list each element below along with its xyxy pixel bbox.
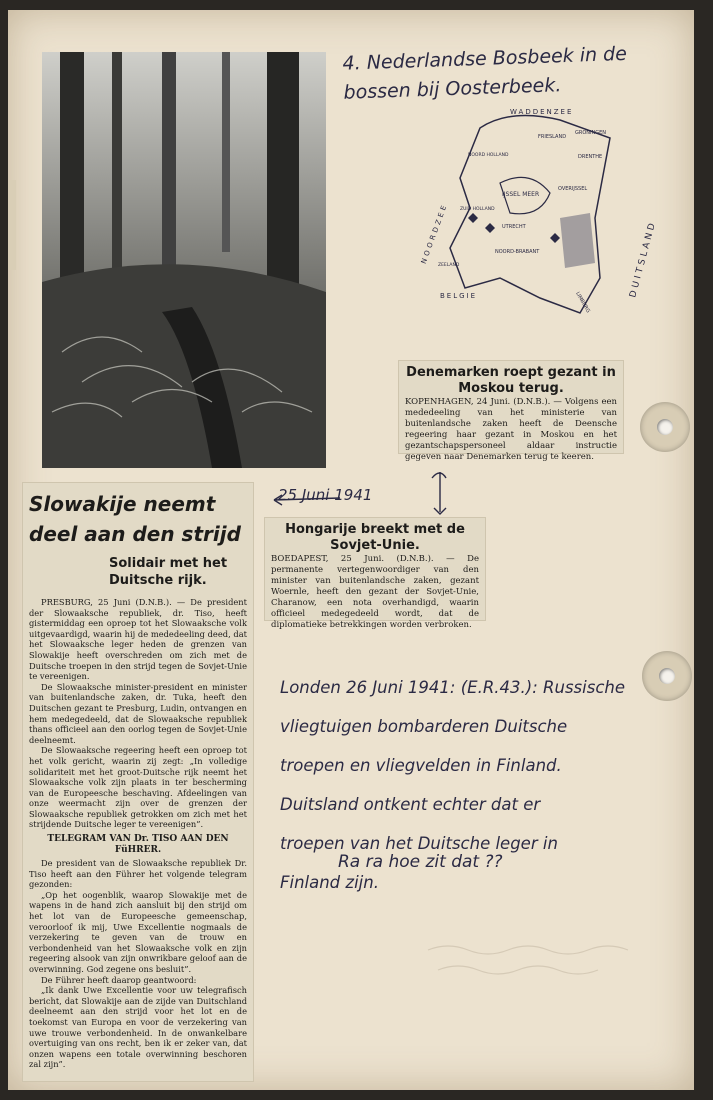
map-label-zeeland: ZEELAND bbox=[438, 263, 460, 268]
faded-writing bbox=[428, 940, 678, 980]
map-label-waddenzee: WADDENZEE bbox=[510, 108, 574, 116]
map-label-drenthe: DRENTHE bbox=[578, 154, 603, 160]
binder-hole-top bbox=[640, 402, 690, 452]
forest-photo bbox=[42, 52, 326, 468]
scrapbook-page bbox=[8, 10, 694, 1090]
date-handwriting: 25 Juni 1941 bbox=[278, 486, 373, 504]
handwritten-note-end: Ra ra hoe zit dat ?? bbox=[338, 852, 503, 872]
note-line: troepen van het Duitsche leger in bbox=[280, 834, 558, 853]
map-label-utrecht: UTRECHT bbox=[502, 224, 526, 230]
clipping-slowakije-paragraph: PRESBURG, 25 Juni (D.N.B.). — De president der Slowaaksche republiek, dr. Tiso, heeft gistermiddag een oproep tot het Slowaaksche volk uitgevaardigd, waarin hij de mededeeling deed, dat het Slowaaksche leger heden de grenzen van Slowakije heeft overschreden om zich met de Duitsche troepen in den strijd tegen de Sovjet-Unie te vereenigen. bbox=[29, 597, 247, 682]
map-label-noord-brabant: NOORD-BRABANT bbox=[495, 249, 540, 255]
clipping-slowakije-subhead-telegram: TELEGRAM VAN Dr. TISO AAN DEN FüHRER. bbox=[47, 834, 229, 856]
note-line: vliegtuigen bombarderen Duitsche bbox=[280, 717, 568, 736]
clipping-denemarken-headline: Denemarken roept gezant in Moskou terug. bbox=[406, 365, 616, 396]
clipping-slowakije bbox=[22, 482, 254, 1082]
map-label-friesland: FRIESLAND bbox=[538, 134, 567, 140]
map-label-overijssel: OVERIJSSEL bbox=[558, 186, 588, 192]
binder-hole-bottom bbox=[642, 651, 692, 701]
page-edge-strip bbox=[8, 180, 16, 270]
map-label-zuid-holland: ZUID HOLLAND bbox=[460, 207, 495, 212]
map-title-handwriting: 4. Nederlandse Bosbeek in de bossen bij Oosterbeek. bbox=[342, 42, 628, 104]
clipping-hongarije-body: BOEDAPEST, 25 Juni. (D.N.B.). — De permanente vertegenwoordiger van den minister van buitenlandsche zaken, gezant Woernle, heeft den gezant der Sovjet-Unie, Charanow, een nota overhandigd, waarin officieel medegedeeld wordt, dat de diplomatieke betrekkingen worden verbroken. bbox=[271, 554, 479, 630]
clipping-hongarije-headline: Hongarije breekt met de Sovjet-Unie. bbox=[285, 522, 465, 553]
clipping-denemarken-body: KOPENHAGEN, 24 Juni. (D.N.B.). — Volgens een mededeeling van het ministerie van buitenlandsche zaken heeft de Deensche regeering haar gezant in Moskou en het gezantschapspersoneel aldaar instructie gegeven naar Denemarken terug te keeren. bbox=[405, 397, 617, 462]
map-label-noord-holland: NOORD HOLLAND bbox=[468, 153, 509, 158]
note-line: troepen en vliegvelden in Finland. bbox=[280, 756, 562, 775]
note-line: Duitsland ontkent echter dat er bbox=[280, 795, 541, 814]
map-label-noordzee: NOORDZEE bbox=[419, 201, 450, 265]
clipping-slowakije-paragraph: De Slowaaksche regeering heeft een oproep tot het volk gericht, waarin zij zegt: „In volledige solidariteit met het groot-Duitsche rijk neemt het Slowaaksche volk zijn plaats in ter bescherming van de Europeesche beschaving. Afdeelingen van onze weermacht zijn over de grenzen der Slowaaksche republiek getrokken om zich met het strijdende Duitsche leger te vereenigen”. bbox=[29, 745, 247, 830]
map-label-ijsselmeer: IJSSEL MEER bbox=[502, 191, 540, 198]
clipping-slowakije-paragraph: „Ik dank Uwe Excellentie voor uw telegrafisch bericht, dat Slowakije aan de zijde van Duitschland deelneemt aan den strijd voor het lot en de toekomst van Europa en voor de verzekering van uwe trouwe verbondenheid. In de onwankelbare overtuiging van ons recht, ben ik er zeker van, dat onzen wapens een totale overwinning beschoren zal zijn”. bbox=[29, 985, 247, 1070]
clipping-slowakije-paragraph: De Führer heeft daarop geantwoord: bbox=[41, 974, 197, 985]
clipping-slowakije-paragraph: „Op het oogenblik, waarop Slowakije met de wapens in de hand zich aansluit bij den strijd om het lot van de Europeesche gemeenschap, veroorloof ik mij, Uwe Excellentie nogmaals de verzekering te geven van de trouw en verbondenheid van het Slowaaksche volk en zijn regeering alsook van zijn onwrikbare geloof aan de overwinning. God zegene ons besluit”. bbox=[29, 889, 247, 974]
map-label-groningen: GRONINGEN bbox=[575, 130, 607, 136]
netherlands-map bbox=[390, 98, 659, 328]
clipping-slowakije-paragraph: De president van de Slowaaksche republiek Dr. Tiso heeft aan den Führer het volgende telegram gezonden: bbox=[29, 858, 247, 890]
clipping-slowakije-paragraph: De Slowaaksche minister-president en minister van buitenlandsche zaken, dr. Tuka, heeft den Duitschen gezant te Presburg, Ludin, ontvangen en hem medegedeeld, dat de Slowaaksche republiek thans officieel aan den oorlog tegen de Sovjet-Unie deelneemt. bbox=[29, 681, 247, 745]
note-line: Finland zijn. bbox=[280, 873, 379, 892]
clipping-slowakije-subheadline: Solidair met het Duitsche rijk. bbox=[109, 556, 228, 588]
map-label-duitsland: DUITSLAND bbox=[628, 219, 659, 299]
clipping-slowakije-headline: Slowakije neemt deel aan den strijd bbox=[29, 492, 241, 546]
clipping-denemarken bbox=[398, 360, 624, 462]
map-label-belgie: BELGIE bbox=[440, 292, 478, 300]
clipping-hongarije bbox=[264, 517, 486, 630]
note-line: Londen 26 Juni 1941: (E.R.43.): Russische bbox=[280, 678, 625, 697]
map-label-limburg: LIMBURG bbox=[574, 291, 591, 314]
